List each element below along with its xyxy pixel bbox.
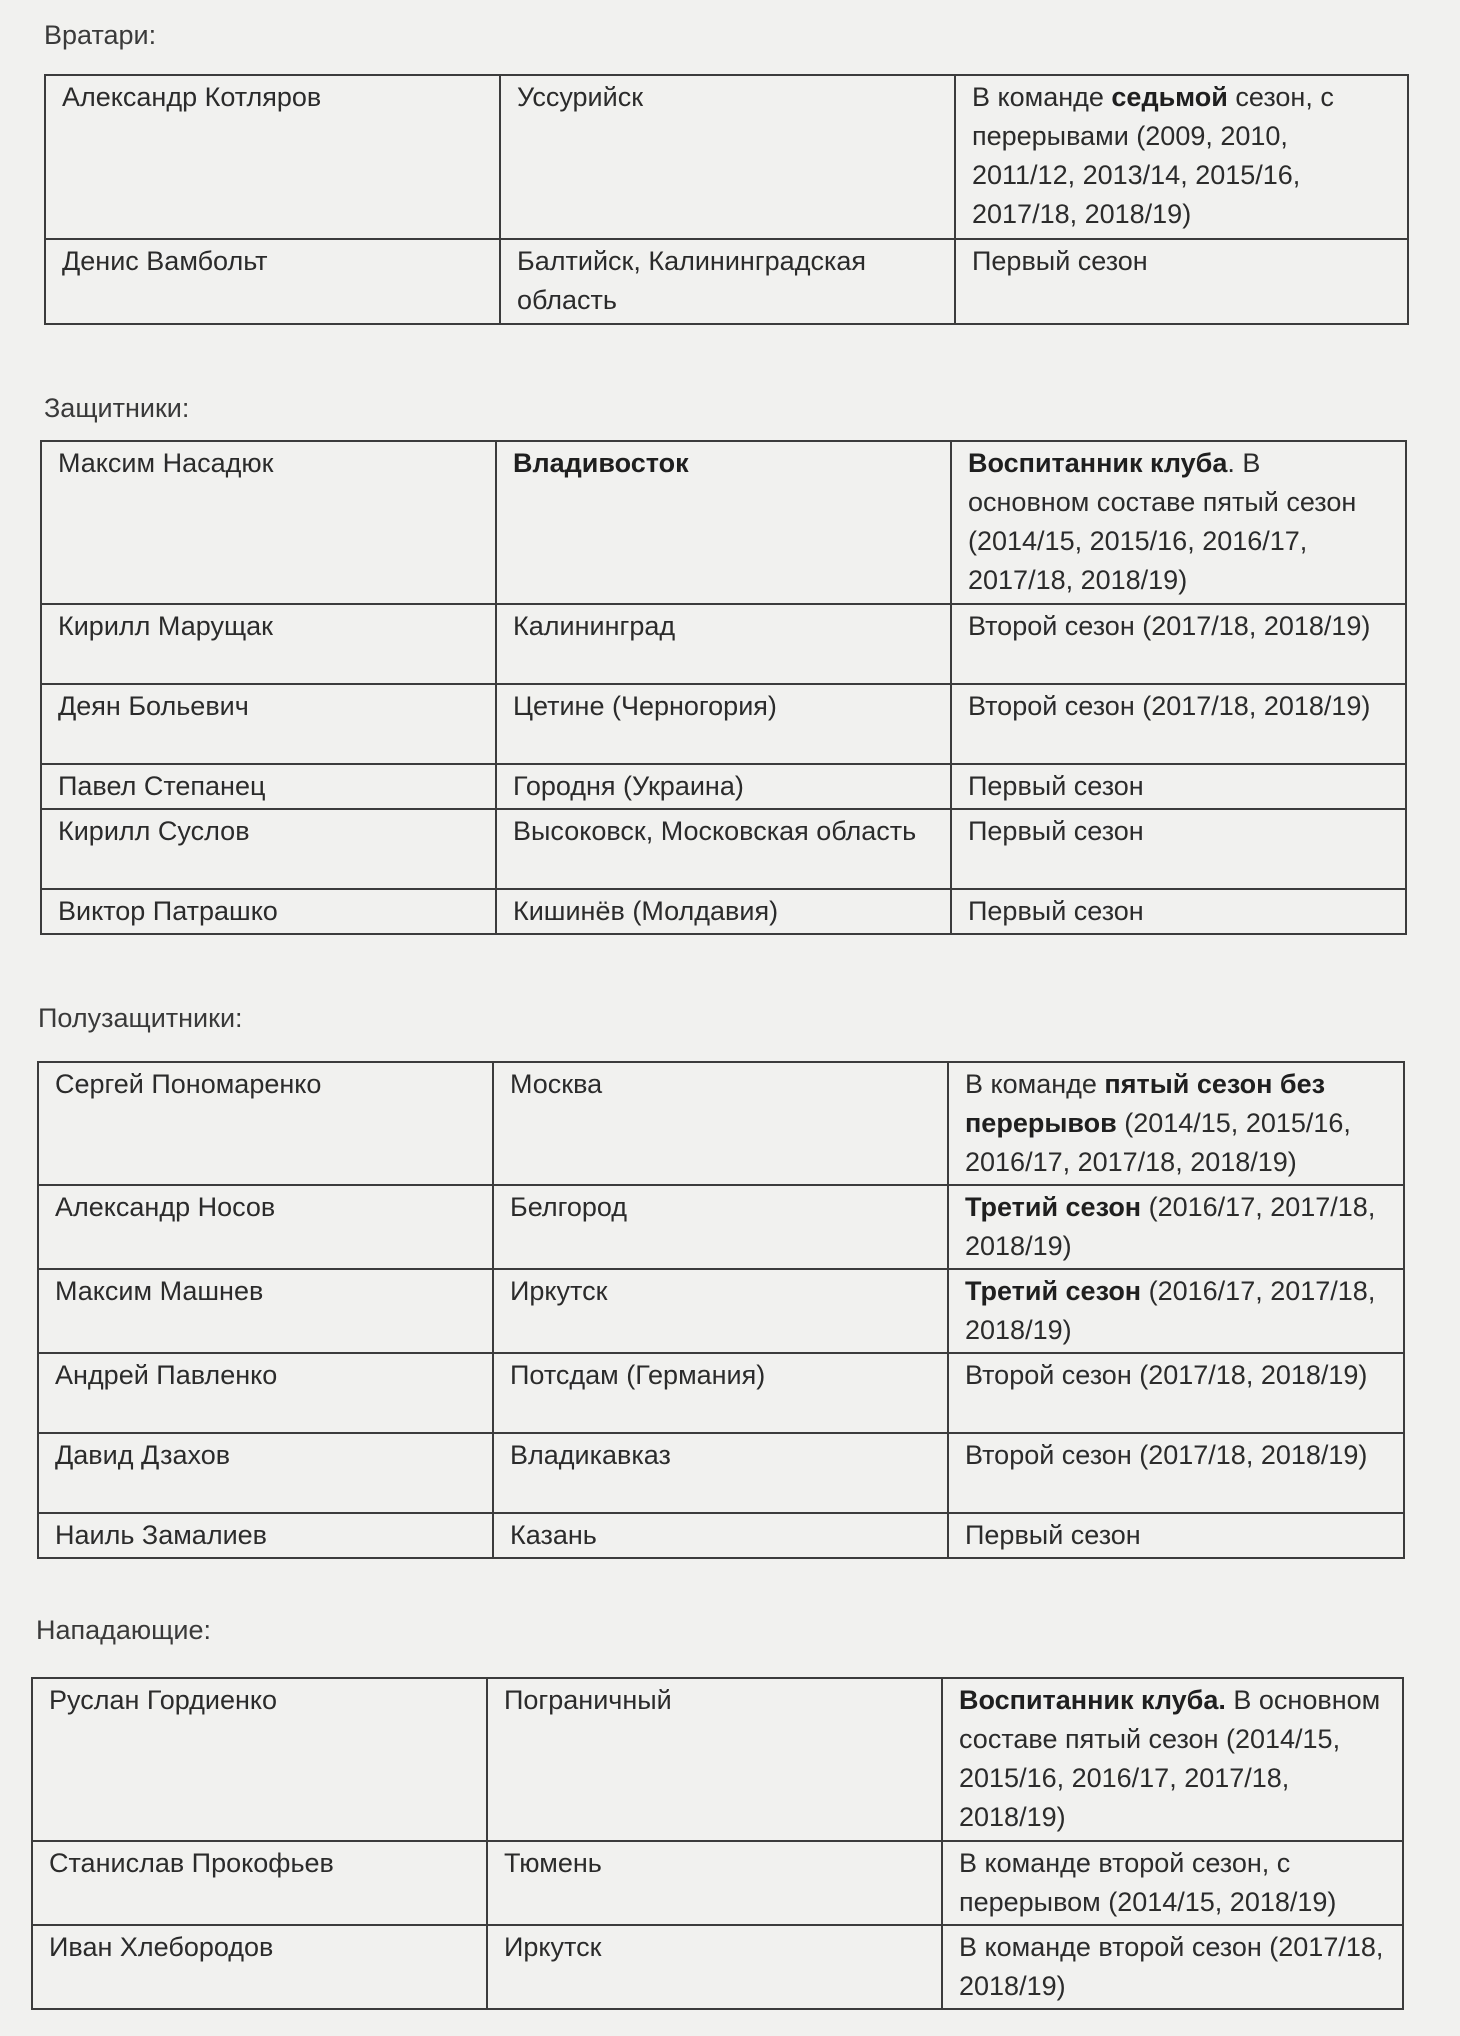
note-text: Первый сезон bbox=[968, 771, 1144, 801]
player-name bbox=[32, 1841, 487, 1925]
player-city-text: Владивосток bbox=[513, 448, 689, 478]
player-city-text: Кишинёв (Молдавия) bbox=[513, 896, 779, 926]
player-name-text: Иван Хлебородов bbox=[49, 1932, 274, 1962]
note-bold-text: седьмой bbox=[1111, 82, 1228, 112]
player-city-text: Высоковск, Московская область bbox=[513, 816, 917, 846]
player-city bbox=[496, 441, 951, 604]
table-row bbox=[41, 764, 1406, 809]
table-row bbox=[45, 75, 1408, 239]
player-city-text: Казань bbox=[510, 1520, 597, 1550]
table-row bbox=[38, 1513, 1404, 1558]
player-city bbox=[493, 1353, 948, 1433]
player-city-text: Москва bbox=[510, 1069, 603, 1099]
player-note bbox=[948, 1185, 1404, 1269]
player-note bbox=[951, 684, 1406, 764]
player-name-text: Сергей Пономаренко bbox=[55, 1069, 322, 1099]
player-note bbox=[948, 1353, 1404, 1433]
player-city-text: Калининград bbox=[513, 611, 676, 641]
note-text: (2016/17, 2017/18, 2018/19) bbox=[965, 1276, 1376, 1345]
player-city-text: Пограничный bbox=[504, 1685, 672, 1715]
player-city bbox=[496, 889, 951, 934]
player-name-text: Руслан Гордиенко bbox=[49, 1685, 278, 1715]
player-name-text: Александр Носов bbox=[55, 1192, 276, 1222]
note-text: Первый сезон bbox=[968, 816, 1144, 846]
player-city-text: Белгород bbox=[510, 1192, 628, 1222]
table-row bbox=[38, 1062, 1404, 1185]
note-text: В команде второй сезон, с перерывом (2014/15, 2018/19) bbox=[959, 1848, 1337, 1917]
note-text: Второй сезон (2017/18, 2018/19) bbox=[968, 611, 1371, 641]
player-city-text: Уссурийск bbox=[517, 82, 644, 112]
player-note bbox=[948, 1269, 1404, 1353]
player-name bbox=[38, 1513, 493, 1558]
player-city-text: Балтийск, Калининградская область bbox=[517, 246, 866, 315]
defenders-table bbox=[40, 440, 1407, 935]
note-bold-text: Воспитанник клуба. bbox=[959, 1685, 1226, 1715]
player-city bbox=[500, 239, 955, 324]
player-city bbox=[487, 1841, 942, 1925]
player-name-text: Александр Котляров bbox=[62, 82, 322, 112]
player-note bbox=[951, 809, 1406, 889]
player-name bbox=[45, 75, 500, 239]
section-title-goalkeepers: Вратари: bbox=[44, 20, 157, 50]
note-text: В команде bbox=[972, 82, 1112, 112]
table-row bbox=[41, 889, 1406, 934]
player-name-text: Андрей Павленко bbox=[55, 1360, 278, 1390]
player-name bbox=[38, 1062, 493, 1185]
player-note bbox=[942, 1841, 1403, 1925]
player-note bbox=[955, 239, 1408, 324]
player-name-text: Павел Степанец bbox=[58, 771, 266, 801]
player-note bbox=[942, 1925, 1403, 2009]
player-name-text: Давид Дзахов bbox=[55, 1440, 231, 1470]
note-text: Второй сезон (2017/18, 2018/19) bbox=[968, 691, 1371, 721]
player-name-text: Деян Больевич bbox=[58, 691, 249, 721]
player-city-text: Иркутск bbox=[504, 1932, 602, 1962]
player-city bbox=[493, 1269, 948, 1353]
forwards-table bbox=[31, 1677, 1404, 2010]
note-text: . В основном составе пятый сезон (2014/15, 2015/16, 2016/17, 2017/18, 2018/19) bbox=[968, 448, 1357, 595]
table-row bbox=[38, 1185, 1404, 1269]
note-text: Второй сезон (2017/18, 2018/19) bbox=[965, 1440, 1368, 1470]
player-city-text: Тюмень bbox=[504, 1848, 602, 1878]
player-name bbox=[38, 1433, 493, 1513]
table-row bbox=[38, 1353, 1404, 1433]
table-row bbox=[32, 1841, 1403, 1925]
player-name bbox=[45, 239, 500, 324]
table-row bbox=[32, 1925, 1403, 2009]
note-text: сезон, с перерывами (2009, 2010, 2011/12, 2013/14, 2015/16, 2017/18, 2018/19) bbox=[972, 82, 1334, 229]
goalkeepers-table bbox=[44, 74, 1409, 325]
player-note bbox=[948, 1433, 1404, 1513]
player-note bbox=[951, 889, 1406, 934]
player-name-text: Виктор Патрашко bbox=[58, 896, 278, 926]
note-text: (2016/17, 2017/18, 2018/19) bbox=[965, 1192, 1376, 1261]
note-text: Второй сезон (2017/18, 2018/19) bbox=[965, 1360, 1368, 1390]
player-name-text: Максим Насадюк bbox=[58, 448, 274, 478]
note-text: Первый сезон bbox=[965, 1520, 1141, 1550]
player-city-text: Цетине (Черногория) bbox=[513, 691, 777, 721]
player-city bbox=[496, 684, 951, 764]
player-name bbox=[38, 1353, 493, 1433]
player-note bbox=[951, 764, 1406, 809]
table-row bbox=[41, 604, 1406, 684]
player-city bbox=[493, 1185, 948, 1269]
player-note bbox=[951, 604, 1406, 684]
player-note bbox=[948, 1062, 1404, 1185]
player-city bbox=[496, 764, 951, 809]
player-name bbox=[41, 764, 496, 809]
player-city bbox=[493, 1513, 948, 1558]
player-name bbox=[32, 1678, 487, 1841]
note-text: В основном составе пятый сезон (2014/15, 2015/16, 2016/17, 2017/18, 2018/19) bbox=[959, 1685, 1381, 1832]
note-bold-text: пятый сезон без перерывов bbox=[965, 1069, 1326, 1138]
player-name-text: Станислав Прокофьев bbox=[49, 1848, 334, 1878]
note-text: В команде второй сезон (2017/18, 2018/19) bbox=[959, 1932, 1384, 2001]
player-name bbox=[38, 1185, 493, 1269]
player-name-text: Кирилл Суслов bbox=[58, 816, 250, 846]
player-note bbox=[955, 75, 1408, 239]
table-row bbox=[41, 441, 1406, 604]
player-note bbox=[951, 441, 1406, 604]
section-title-forwards: Нападающие: bbox=[36, 1615, 211, 1645]
player-name bbox=[32, 1925, 487, 2009]
player-name bbox=[41, 441, 496, 604]
player-name-text: Кирилл Марущак bbox=[58, 611, 273, 641]
player-note bbox=[948, 1513, 1404, 1558]
player-name bbox=[41, 604, 496, 684]
player-name-text: Наиль Замалиев bbox=[55, 1520, 268, 1550]
table-row bbox=[45, 239, 1408, 324]
table-row bbox=[32, 1678, 1403, 1841]
note-text: (2014/15, 2015/16, 2016/17, 2017/18, 2018/19) bbox=[965, 1108, 1351, 1177]
note-bold-text: Воспитанник клуба bbox=[968, 448, 1228, 478]
player-city-text: Потсдам (Германия) bbox=[510, 1360, 766, 1390]
section-title-defenders: Защитники: bbox=[44, 393, 190, 423]
player-note bbox=[942, 1678, 1403, 1841]
note-text: В команде bbox=[965, 1069, 1105, 1099]
player-name-text: Максим Машнев bbox=[55, 1276, 264, 1306]
player-city bbox=[487, 1925, 942, 2009]
note-bold-text: Третий сезон bbox=[965, 1192, 1142, 1222]
section-title-midfielders: Полузащитники: bbox=[38, 1003, 243, 1033]
player-city bbox=[496, 604, 951, 684]
note-bold-text: Третий сезон bbox=[965, 1276, 1142, 1306]
player-city bbox=[493, 1433, 948, 1513]
table-row bbox=[38, 1433, 1404, 1513]
table-row bbox=[41, 809, 1406, 889]
table-row bbox=[38, 1269, 1404, 1353]
player-city bbox=[493, 1062, 948, 1185]
player-city-text: Городня (Украина) bbox=[513, 771, 744, 801]
player-city bbox=[500, 75, 955, 239]
note-text: Первый сезон bbox=[972, 246, 1148, 276]
player-name-text: Денис Вамбольт bbox=[62, 246, 268, 276]
player-name bbox=[41, 889, 496, 934]
player-city bbox=[496, 809, 951, 889]
note-text: Первый сезон bbox=[968, 896, 1144, 926]
player-name bbox=[38, 1269, 493, 1353]
table-row bbox=[41, 684, 1406, 764]
player-city-text: Владикавказ bbox=[510, 1440, 671, 1470]
player-city bbox=[487, 1678, 942, 1841]
player-name bbox=[41, 809, 496, 889]
player-name bbox=[41, 684, 496, 764]
player-city-text: Иркутск bbox=[510, 1276, 608, 1306]
midfielders-table bbox=[37, 1061, 1405, 1559]
